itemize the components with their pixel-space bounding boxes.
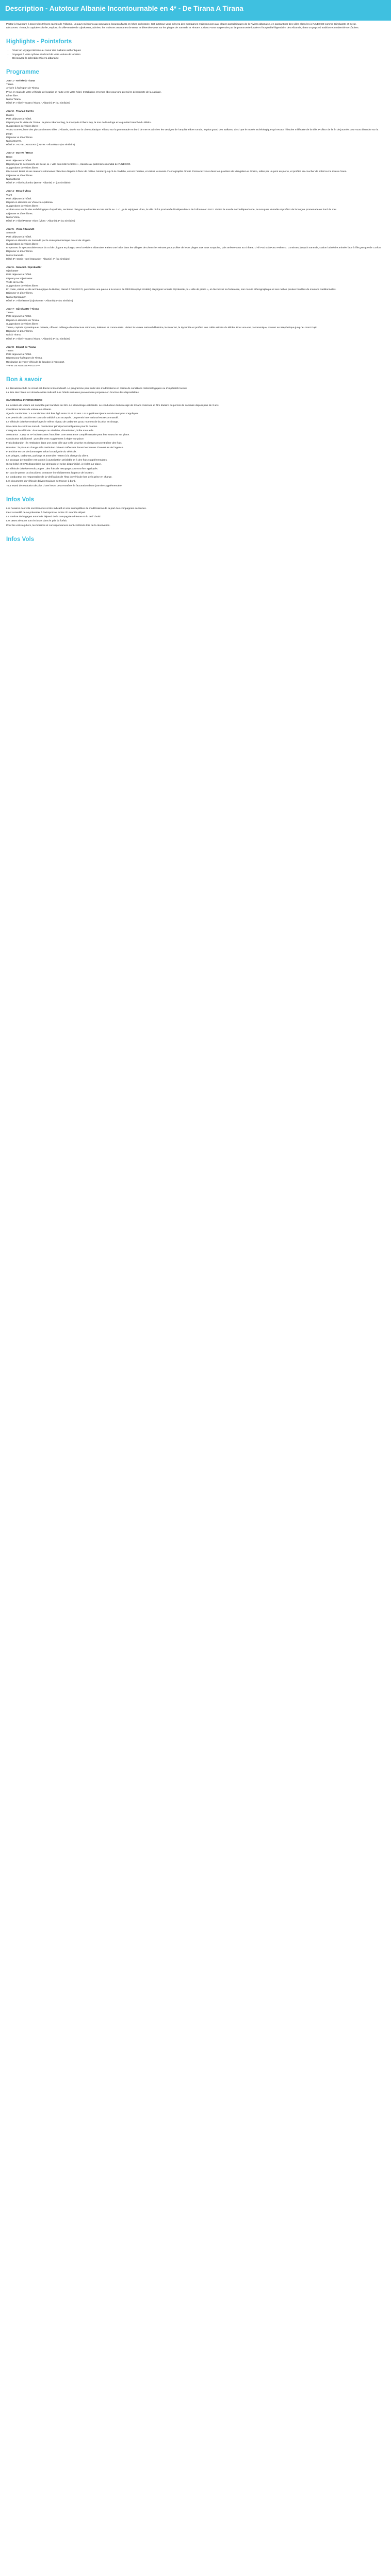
day-line: Nuit à Durrës. <box>6 140 22 143</box>
day-line: Empruntez la spectaculaire route du col de Llogara et plongez vers la Riviera albanaise. Faites une halte dans les villages de Dhërmi et Himarë pour profiter de leurs plages aux eaux turquoise, puis arrêtez-vous au château d'Ali Pacha à Porto Palermo. Continuez jusqu'à Sarandë, station balnéaire animée face à l'île grecque de Corfou. <box>6 247 382 250</box>
flight-info-line: Le nombre de bagages autorisés dépend de la compagnie aérienne et du tarif choisi. <box>6 516 101 519</box>
day-block <box>6 266 385 303</box>
day-line: Petit déjeuner à l'hôtel. <box>6 353 32 357</box>
day-line: Suggestions de visites libres : <box>6 243 40 246</box>
programme-days <box>6 79 385 368</box>
day-line: Hôtel 4*: Oasis Hotel (Sarandë - Albanie) 4* (ou similaire) <box>6 258 71 261</box>
day-line: Nuit à Tirana. <box>6 98 22 101</box>
highlights-heading: Highlights - Pointsforts <box>6 39 72 45</box>
programme-heading: Programme <box>6 69 39 76</box>
day-title: Jour 7 - Gjirokastër / Tirana <box>6 308 39 311</box>
day-line: Sarandë <box>6 232 16 235</box>
highlights-list <box>6 49 385 60</box>
condition-line: Assurance : CDW et TP incluses avec franchise. Une assurance complémentaire peut être souscrite sur place. <box>6 434 130 437</box>
condition-line: Une carte de crédit au nom du conducteur principal est obligatoire pour la caution. <box>6 425 98 428</box>
day-line: Petit déjeuner à l'hôtel. <box>6 117 32 121</box>
day-line: Déjeuner et dîner libres. <box>6 292 34 295</box>
day-line: Petit déjeuner à l'hôtel. <box>6 235 32 239</box>
day-line: Petit déjeuner à l'hôtel. <box>6 197 32 200</box>
intro-section <box>6 23 385 30</box>
condition-line: Catégorie de véhicule : économique ou similaire, climatisation, boîte manuelle. <box>6 429 94 432</box>
condition-line: Les permis de conduire en cours de validité sont acceptés. Un permis international est recommandé. <box>6 417 119 420</box>
day-line: Tirana <box>6 350 13 353</box>
day-title: Jour 8 - Départ de Tirana <box>6 346 36 349</box>
day-line: Nuit à Tirana. <box>6 334 22 337</box>
day-line: Tirana <box>6 312 13 315</box>
day-title: Jour 1 - Arrivée à Tirana <box>6 80 35 83</box>
day-line: Hôtel 4*: Hôtel Colombo (Berat - Albanie) 4* (ou similaire) <box>6 182 71 185</box>
flight-info-line: Il est conseillé de se présenter à l'aéroport au moins 2h avant le départ. <box>6 511 86 514</box>
condition-line: Le conducteur est responsable de la vérification de l'état du véhicule lors de la prise en charge. <box>6 476 112 479</box>
day-title: Jour 5 - Vlora / Sarandë <box>6 228 35 231</box>
day-line: Déjeuner et dîner libres. <box>6 250 34 253</box>
day-line: Suggestions de visites libres : <box>6 323 40 326</box>
day-line: Suggestions de visites libres : <box>6 284 40 287</box>
highlight-item: • Découvrez la splendide Riviera albanaise <box>12 57 385 60</box>
day-title: Jour 2 - Tirana / Durrës <box>6 110 34 113</box>
page-banner <box>0 0 391 21</box>
condition-line: Le véhicule doit être restitué avec le même niveau de carburant qu'au moment de la prise en charge. <box>6 421 119 424</box>
flight-info-line: Les taxes aéroport sont incluses dans le prix du forfait. <box>6 520 68 523</box>
condition-line: En cas de panne ou d'accident, contacter immédiatement l'agence de location. <box>6 471 94 474</box>
day-line: Nuit à Gjirokastër. <box>6 296 26 299</box>
day-line: Départ en direction de Vlora via Apollonia. <box>6 201 54 204</box>
day-line: Hôtel 4*: Hôtel Bineri (Gjirokastër - Albanie) 4* (ou similaire) <box>6 299 73 302</box>
condition-line: Le passage de frontière est soumis à autorisation préalable et à des frais supplémentaires. <box>6 459 108 462</box>
condition-line: Tout retard de restitution de plus d'une heure peut entraîner la facturation d'une journée supplémentaire. <box>6 484 123 487</box>
flight-info-heading: Infos Vols <box>6 496 35 503</box>
day-line: Départ pour l'aéroport de Tirana. <box>6 357 43 360</box>
condition-line: Frais d'abandon : la restitution dans une autre ville que celle de prise en charge peut entraîner des frais. <box>6 442 122 445</box>
condition-line: Les péages, carburant, parkings et amendes restent à la charge du client. <box>6 455 89 458</box>
day-line: Hôtel 4*: Hôtel Partner Vlora (Vlora - Albanie) 4* (ou similaire) <box>6 219 75 223</box>
flight-info-line: Pour les vols réguliers, les horaires et correspondances sont confirmés lors de la réservation. <box>6 524 110 527</box>
day-block <box>6 346 385 368</box>
day-line: Vlorë <box>6 194 12 197</box>
good-to-know-section <box>6 387 385 395</box>
day-line: ***FIN DE NOS SERVICES*** <box>6 364 40 367</box>
day-line: Petit déjeuner à l'hôtel. <box>6 274 32 277</box>
day-line: Déjeuner et dîner libres. <box>6 136 34 139</box>
day-line: Suggestions de visites libres : <box>6 167 40 170</box>
day-line: Petit déjeuner à l'hôtel. <box>6 315 32 318</box>
intro-paragraph: Partez à l'aventure à travers les trésors cachés de l'Albanie, un pays méconnu aux paysages époustouflants et riches en histoire. Cet autotour vous mènera des montagnes majestueuses aux plages paradisiaques de la Riviera albanaise, en passant par des villes classées à l'UNESCO comme Gjirokastër et Berat. <box>6 23 356 26</box>
day-line: Hôtel 4*: Hôtel Theatro (Tirana - Albanie) 4* (ou similaire) <box>6 337 70 341</box>
day-line: Départ en direction de Tirana. <box>6 319 40 322</box>
day-line: Arrêtez-vous sur le site archéologique d'Apollonia, ancienne cité grecque fondée au VIe siècle av. J.-C., puis rejoignez Vlora, la ville où fut proclamée l'indépendance de l'Albanie en 1912. Visitez le musée de l'Indépendance, la mosquée Muradie et profitez de la longue promenade en bord de mer. <box>6 209 337 212</box>
day-line: Hôtel 4*: HOTEL ALIGERT (Durrës - Albanie) 4* (ou similaire) <box>6 144 75 147</box>
day-line: Départ pour la découverte de Berat, la « ville aux mille fenêtres », classée au patrimoine mondial de l'UNESCO. <box>6 163 131 166</box>
day-line: Prise en main de votre véhicule de location et route vers votre hôtel. Installation et temps libre pour une première découverte de la capitale. <box>6 91 162 94</box>
day-block <box>6 228 385 261</box>
flight-info-line: Les horaires des vols sont transmis à titre indicatif et sont susceptibles de modifications de la part des compagnies aériennes. <box>6 507 147 510</box>
day-line: Déjeuner et dîner libres. <box>6 330 34 333</box>
day-line: Petit déjeuner à l'hôtel. <box>6 159 32 162</box>
page-title: Description - Autotour Albanie Incontournable en 4* - De Tirana A Tirana <box>5 5 243 12</box>
day-line: En route, visitez le site archéologique de Butrint, classé à l'UNESCO, puis faites une pause à la source de l'Œil Bleu (Syri i Kaltër). Rejoignez ensuite Gjirokastër, la « ville de pierre », et découvrez sa forteresse, son musée ethnographique et ses ruelles pavées bordées de maisons traditionnelles. <box>6 289 336 292</box>
highlight-item: • Voyagez à votre rythme et à bord de votre voiture de location <box>12 53 385 57</box>
condition-line: Les documents du véhicule doivent toujours se trouver à bord. <box>6 480 76 483</box>
flight-info-section <box>6 507 385 528</box>
day-line: Nuit à Berat. <box>6 178 21 181</box>
day-line: Suggestions de visites libres : <box>6 125 40 128</box>
day-line: Déjeuner et dîner libres. <box>6 174 34 177</box>
condition-line: Siège bébé et GPS disponibles sur demande et selon disponibilité, à régler sur place. <box>6 463 102 466</box>
day-line: Dîner libre. <box>6 94 19 97</box>
day-title: Jour 6 - Sarandë / Gjirokastër <box>6 266 42 269</box>
day-line: Départ en direction de Sarandë par la route panoramique du col de Llogara. <box>6 239 91 242</box>
day-block <box>6 79 385 105</box>
condition-line: Conditions locales de voiture en Albanie. <box>6 408 52 411</box>
day-line: Déjeuner et dîner libres. <box>6 212 34 215</box>
car-rental-conditions <box>6 404 385 488</box>
day-line: Suggestions de visites libres : <box>6 205 40 208</box>
condition-line: Horaires : la prise en charge et la restitution doivent s'effectuer durant les heures d'ouverture de l'agence. <box>6 446 124 449</box>
day-block <box>6 110 385 147</box>
info-line: Le déroulement de ce circuit est donné à titre indicatif. Le programme peut subir des modifications en raison de conditions météorologiques ou d'impératifs locaux. <box>6 387 188 391</box>
day-block <box>6 308 385 341</box>
day-line: Restitution de votre véhicule de location à l'aéroport. <box>6 361 65 364</box>
day-line: Départ pour Gjirokastër. <box>6 277 33 280</box>
day-line: Durrës <box>6 114 14 117</box>
condition-line: Conducteur additionnel : possible avec supplément à régler sur place. <box>6 438 85 441</box>
day-line: Tirana, capitale dynamique et colorée, offre un mélange d'architecture ottomane, italienne et communiste. Visitez le Musée national d'histoire, le Bunk'Art, la Pyramide et profitez des cafés animés du Blloku. Pour une vue panoramique, montez en téléphérique jusqu'au mont Dajti. <box>6 327 317 329</box>
condition-line: Âge du conducteur : Le conducteur doit être âgé entre 23 et 70 ans. Un supplément jeune conducteur peut s'appliquer. <box>6 413 139 416</box>
intro-paragraph: Découvrez Tirana, la capitale colorée, explorez la ville-musée de Gjirokastër, admirez les maisons ottomanes de Berat et détendez-vous sur les plages de Sarandë et Himarë. Laissez-vous surprendre par la gastronomie locale et l'hospitalité légendaire des Albanais, dans un pays où tradition et modernité se côtoient. <box>6 27 360 30</box>
day-line: Nuit à Sarandë. <box>6 254 24 257</box>
day-line: Découvrez Berat et ses maisons ottomanes blanches étagées à flanc de colline. Montez jusqu'à la citadelle, encore habitée, et visitez le musée d'iconographie Onufri. Promenez-vous dans les quartiers de Mangalem et Gorica, reliés par un pont en pierre, et profitez du coucher de soleil sur la rivière Osum. <box>6 171 347 174</box>
day-title: Jour 4 - Berat / Vlora <box>6 190 31 193</box>
day-line: Visite de la ville. <box>6 281 24 284</box>
condition-line: Franchise en cas de dommages selon la catégorie du véhicule. <box>6 450 77 453</box>
day-line: Gjirokastër <box>6 270 19 273</box>
car-rental-heading: CAR RENTAL INFORMATIONS <box>6 399 43 402</box>
day-line: Départ pour la visite de Tirana : la place Skanderbeg, la mosquée Et'hem Bey, la tour de l'Horloge et le quartier branché du Blloku. <box>6 122 152 125</box>
day-block <box>6 151 385 185</box>
day-title: Jour 3 - Durrës / Berat <box>6 152 33 155</box>
day-line: Nuit à Vlora. <box>6 216 20 219</box>
good-to-know-heading: Bon à savoir <box>6 377 42 383</box>
flight-info-footer-heading: Infos Vols <box>6 536 35 543</box>
day-line: Berat <box>6 156 12 159</box>
day-block <box>6 190 385 223</box>
day-line: Hôtel 4*: Hôtel Theatro (Tirana - Albanie) 4* (ou similaire) <box>6 102 70 105</box>
condition-line: Le véhicule doit être rendu propre ; des frais de nettoyage pourront être appliqués. <box>6 467 99 470</box>
day-line: Tirana <box>6 83 13 87</box>
day-line: Visitez Durrës, l'une des plus anciennes villes d'Albanie, située sur la côte Adriatique. Flânez sur la promenade en bord de mer et admirez les vestiges de l'amphithéâtre romain, le plus grand des Balkans, ainsi que le musée archéologique qui retrace l'histoire millénaire de la ville. Profitez de la fin de journée pour vous détendre sur la plage. <box>6 129 379 135</box>
day-line: Arrivée à l'aéroport de Tirana. <box>6 87 40 90</box>
info-line: La liste des hôtels est donnée à titre indicatif. Les hôtels similaires peuvent être proposés en fonction des disponibilités. <box>6 392 140 395</box>
highlight-item: • Vivez un voyage intimiste au coeur des Balkans authentiques <box>12 49 385 53</box>
condition-line: La location de voiture est comptée par tranches de 24h. Le kilométrage est illimité. Le conducteur doit être âgé de 23 ans minimum et être titulaire du permis de conduire depuis plus de 3 ans. <box>6 404 219 407</box>
main-content <box>0 21 391 543</box>
